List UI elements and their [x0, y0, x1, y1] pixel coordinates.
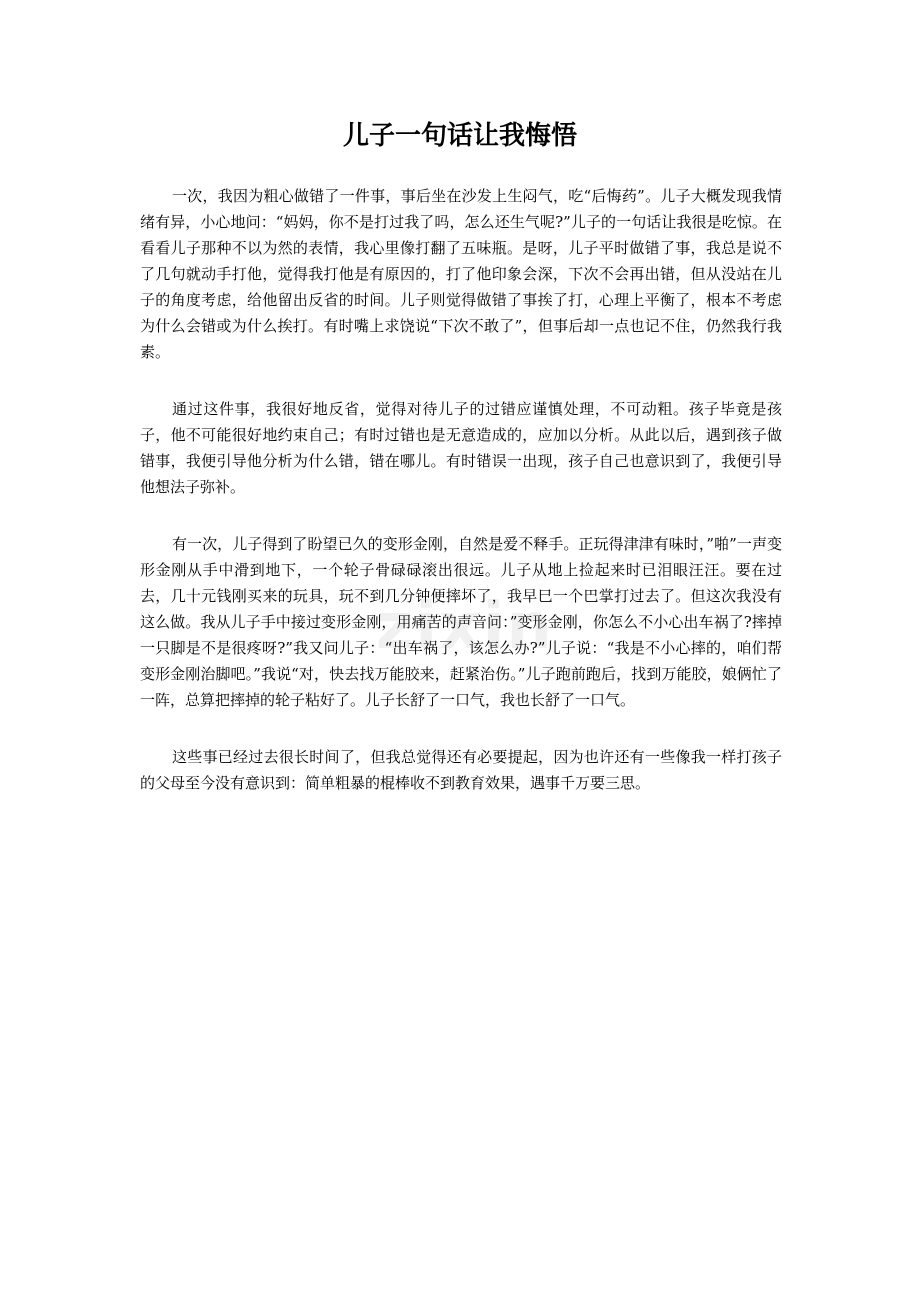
paragraph-1: 一次，我因为粗心做错了一件事，事后坐在沙发上生闷气，吃“后悔药”。儿子大概发现我情绪有异，小心地问：“妈妈，你不是打过我了吗，怎么还生气呢?”儿子的一句话让我很是吃惊。在看看儿子那种不以为然的表情，我心里像打翻了五味瓶。是呀，儿子平时做错了事，我总是说不了几句就动手打他，觉得我打他是有原因的，打了他印象会深，下次不会再出错，但从没站在儿子的角度考虑，给他留出反省的时间。儿子则觉得做错了事挨了打，心理上平衡了，根本不考虑为什么会错或为什么挨打。有时嘴上求饶说“下次不敢了”，但事后却一点也记不住，仍然我行我素。	[140, 187, 782, 361]
document-title: 儿子一句话让我悔悟	[342, 121, 577, 151]
paragraph-2: 通过这件事，我很好地反省，觉得对待儿子的过错应谨慎处理，不可动粗。孩子毕竟是孩子，他不可能很好地约束自己；有时过错也是无意造成的，应加以分析。从此以后，遇到孩子做错事，我便引导他分析为什么错，错在哪儿。有时错误一出现，孩子自己也意识到了，我便引导他想法子弥补。	[140, 400, 782, 496]
watermark: zixin	[376, 590, 554, 664]
document-body	[140, 183, 782, 827]
paragraph-4: 这些事已经过去很长时间了，但我总觉得还有必要提起，因为也许还有一些像我一样打孩子的父母至今没有意识到：简单粗暴的棍棒收不到教育效果，遇事千万要三思。	[140, 748, 782, 792]
paragraph-3: 有一次，儿子得到了盼望已久的变形金刚，自然是爱不释手。正玩得津津有味时，”啪”一声变形金刚从手中滑到地下，一个轮子骨碌碌滚出很远。儿子从地上捡起来时已泪眼汪汪。要在过去，几十元钱刚买来的玩具，玩不到几分钟便摔坏了，我早巳一个巴掌打过去了。但这次我没有这么做。我从儿子手中接过变形金刚，用痛苦的声音问：”变形金刚，你怎么不小心出车祸了?摔掉一只脚是不是很疼呀?”我又问儿子：“出车祸了，该怎么办?”儿子说：“我是不小心摔的，咱们帮变形金刚治脚吧。”我说“对，快去找万能胶来，赶紧治伤。”儿子跑前跑后，找到万能胶，娘俩忙了一阵，总算把摔掉的轮子粘好了。儿子长舒了一口气，我也长舒了一口气。	[140, 535, 782, 709]
